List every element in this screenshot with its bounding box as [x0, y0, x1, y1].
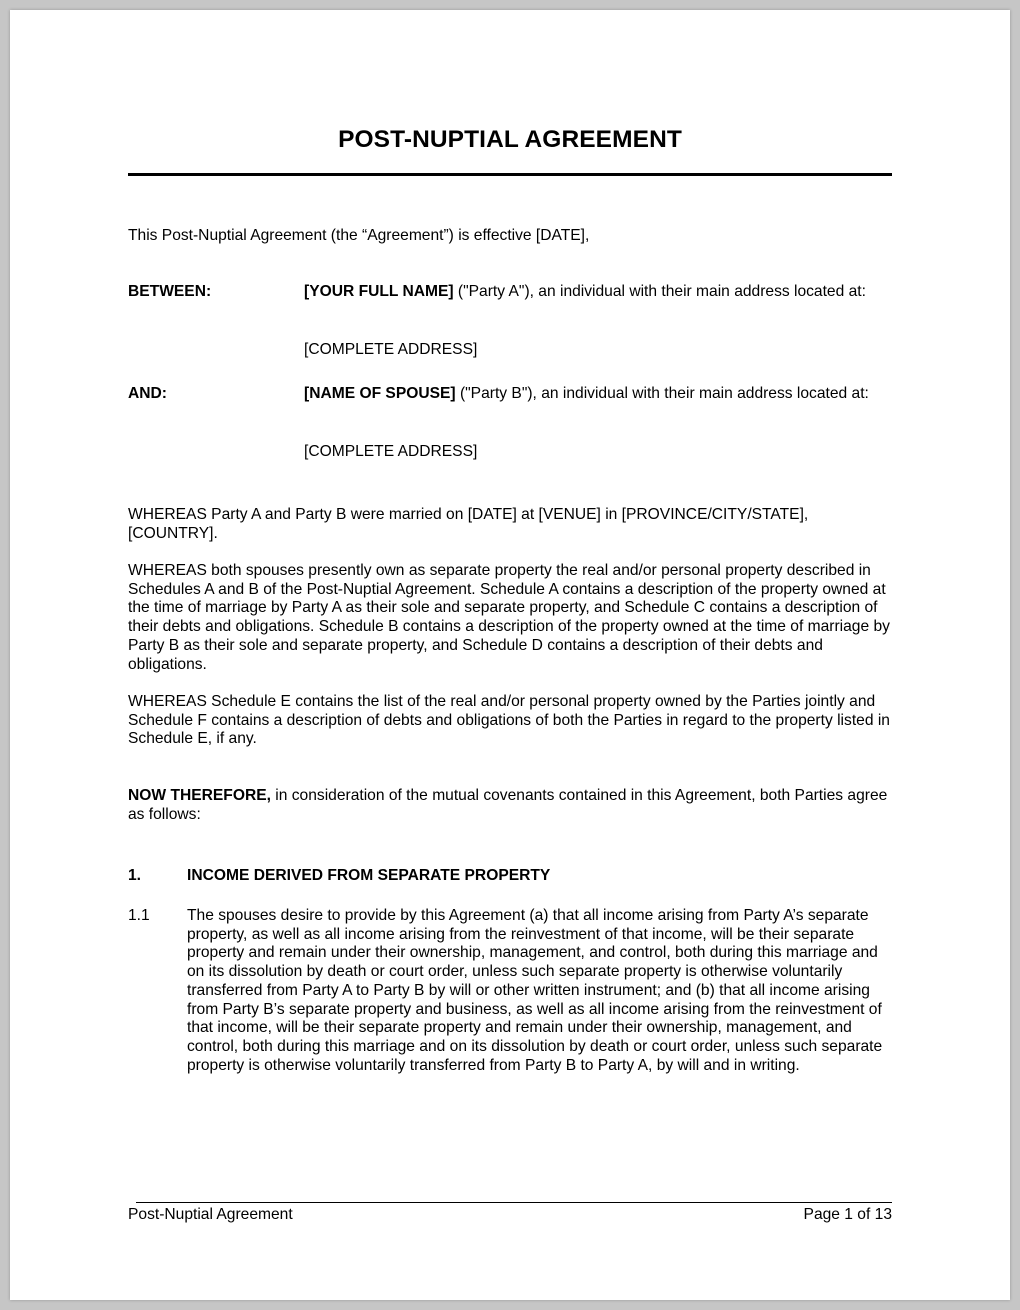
between-label: BETWEEN:: [128, 283, 212, 300]
now-therefore-lead: NOW THEREFORE,: [128, 787, 271, 804]
whereas-paragraph-1: WHEREAS Party A and Party B were married on [DATE] at [VENUE] in [PROVINCE/CITY/STATE], [COUNTRY].: [128, 506, 809, 542]
section-1-number: 1.: [128, 867, 142, 884]
party-a-name: [YOUR FULL NAME]: [304, 283, 454, 300]
document-page: [10, 10, 1010, 1300]
party-a-address: [COMPLETE ADDRESS]: [304, 341, 478, 358]
now-therefore-paragraph: [128, 787, 892, 824]
section-1-title: INCOME DERIVED FROM SEPARATE PROPERTY: [187, 867, 551, 884]
title-divider: [128, 173, 892, 176]
party-b-description: ("Party B"), an individual with their main address located at:: [455, 385, 869, 402]
footer-document-name: Post-Nuptial Agreement: [128, 1206, 293, 1223]
party-a-block: [304, 283, 892, 302]
clause-1-1-number: 1.1: [128, 907, 150, 924]
document-title: POST-NUPTIAL AGREEMENT: [338, 126, 682, 153]
party-b-name: [NAME OF SPOUSE]: [304, 385, 456, 402]
intro-paragraph: This Post-Nuptial Agreement (the “Agreement”) is effective [DATE],: [128, 227, 590, 244]
party-b-block: [304, 385, 892, 404]
footer-page-number: Page 1 of 13: [803, 1206, 892, 1223]
now-therefore-text: in consideration of the mutual covenants contained in this Agreement, both Parties agree as follows:: [128, 787, 888, 823]
party-b-address: [COMPLETE ADDRESS]: [304, 443, 478, 460]
whereas-paragraph-2: WHEREAS both spouses presently own as separate property the real and/or personal property described in Schedules A and B of the Post-Nuptial Agreement. Schedule A contains a description of the property owned at the time of marriage by Party A as their sole and separate property, and Schedule C contains a description of their debts and obligations. Schedule B contains a description of the property owned at the time of marriage by Party B as their sole and separate property, and Schedule D contains a description of their debts and obligations.: [128, 562, 890, 673]
clause-1-1-text: The spouses desire to provide by this Agreement (a) that all income arising from Party A’s separate property, as well as all income arising from the reinvestment of that income, will be their separate property and remain under their ownership, management, and control, both during this marriage and on its dissolution by death or court order, unless such separate property is otherwise voluntarily transferred from Party A to Party B by will or other written instrument; and (b) that all income arising from Party B’s separate property and business, as well as all income arising from the reinvestment of that income, will be their separate property and remain under their ownership, management, and control, both during this marriage and on its dissolution by death or court order, unless such separate property is otherwise voluntarily transferred from Party B to Party A, by will and in writing.: [187, 907, 883, 1074]
and-label: AND:: [128, 385, 167, 402]
footer-divider: [136, 1202, 892, 1203]
party-a-description: ("Party A"), an individual with their main address located at:: [453, 283, 866, 300]
whereas-paragraph-3: WHEREAS Schedule E contains the list of the real and/or personal property owned by the Parties jointly and Schedule F contains a description of debts and obligations of both the Parties in regard to the property listed in Schedule E, if any.: [128, 693, 890, 748]
